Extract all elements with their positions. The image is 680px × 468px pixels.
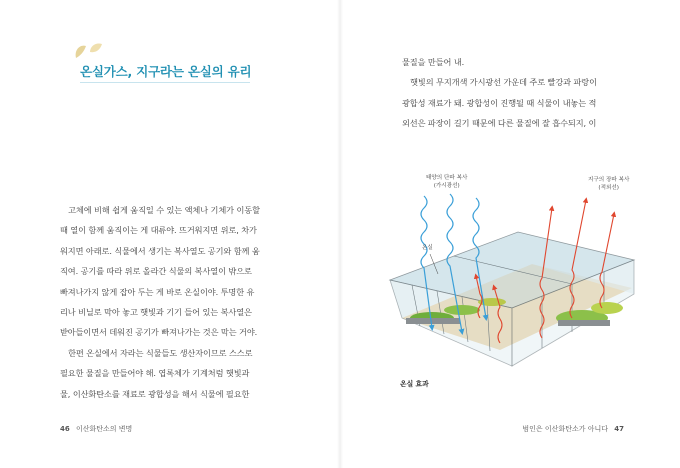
- right-body-text: [402, 52, 632, 134]
- left-body-text: [60, 200, 282, 404]
- paragraph-line: 광합성 재료가 돼. 광합성이 진행될 때 식물이 내놓는 적: [402, 97, 597, 108]
- page-number: 46: [60, 425, 70, 433]
- leaf-ornament-icon: [72, 40, 112, 62]
- paragraph-line: 워지면 아래로. 식물에서 생기는 복사열도 공기와 함께 움: [60, 245, 260, 256]
- greenhouse-illustration: [382, 168, 644, 390]
- greenhouse-label: 온실: [422, 245, 433, 251]
- shortwave-label: [426, 174, 467, 190]
- running-head: 이산화탄소의 변명: [75, 425, 133, 433]
- section-title: 온실가스, 지구라는 온실의 유리: [80, 64, 252, 79]
- paragraph-line: 물, 이산화탄소를 재료로 광합성을 해서 식물에 필요한: [60, 388, 250, 399]
- paragraph-line: 리나 비닐로 막아 놓고 햇빛과 기기 들어 있는 복사열은: [60, 307, 252, 318]
- paragraph-line: 햇빛의 무지개색 가시광선 가운데 주로 빨강과 파랑이: [402, 77, 597, 88]
- title-underline: [80, 82, 250, 83]
- paragraph-line: 직여. 공기를 따라 위로 올라간 식물의 복사열이 밖으로: [60, 266, 252, 277]
- paragraph-line: 고체에 비해 쉽게 움직일 수 있는 액체나 기체가 이동할: [60, 205, 260, 215]
- running-head: 범인은 이산화탄소가 아니다: [522, 425, 609, 433]
- label-line: 태양의 단파 복사: [426, 175, 468, 181]
- right-folio: [522, 424, 624, 434]
- paragraph-line: 한편 온실에서 자라는 식물들도 생산자이므로 스스로: [60, 347, 253, 358]
- label-line: (적외선): [598, 185, 619, 191]
- paragraph-line: 물질을 만들어 내.: [402, 57, 465, 67]
- paragraph-line: 외선은 파장이 길기 때문에 다른 물질에 잘 흡수되지, 이: [402, 118, 597, 129]
- page-gutter: [337, 0, 343, 468]
- label-line: (가시광선): [433, 183, 460, 189]
- page-number: 47: [614, 425, 624, 433]
- greenhouse-diagram: [382, 168, 644, 390]
- left-folio: [60, 424, 132, 434]
- paragraph-line: 필요한 물질을 만들어야 해. 엽록체가 기계처럼 햇빛과: [60, 368, 250, 379]
- paragraph-line: 받아들이면서 데워진 공기가 빠져나가는 것은 막는 거야.: [60, 327, 258, 338]
- longwave-label: [588, 176, 629, 192]
- figure-caption: 온실 효과: [400, 380, 429, 388]
- shortwave-label-text: [426, 174, 467, 190]
- longwave-label-text: [588, 176, 629, 192]
- label-line: 지구의 장파 복사: [588, 177, 630, 183]
- paragraph-line: 때 열이 함께 움직이는 게 대류야. 뜨거워지면 위로, 차가: [60, 225, 257, 236]
- paragraph-line: 빠져나가지 않게 잡아 두는 게 바로 온실이야. 투명한 유: [60, 286, 255, 297]
